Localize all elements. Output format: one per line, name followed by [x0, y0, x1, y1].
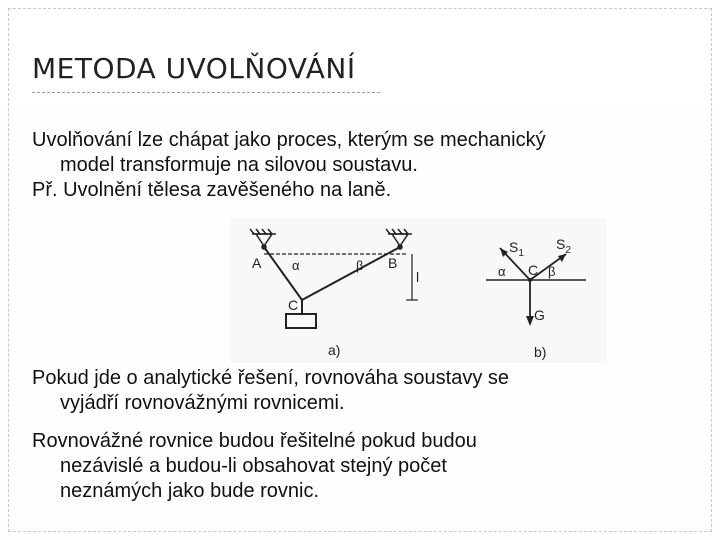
word: počet	[398, 455, 447, 477]
rope-ac	[264, 247, 302, 300]
hanging-body	[286, 314, 316, 328]
equations-line-2	[32, 454, 686, 479]
word: se	[487, 367, 510, 389]
label-beta-b: β	[548, 264, 556, 279]
point-c-b	[528, 278, 532, 282]
intro-line-1: Uvolňování lze chápat jako proces, kterým se mechanický	[32, 129, 546, 151]
paragraph-analytic	[32, 366, 686, 416]
label-s2: $S_2$	[556, 236, 571, 256]
paragraph-equations	[32, 429, 686, 504]
word: budou	[218, 430, 275, 452]
equations-line-1	[32, 429, 686, 454]
support-b-icon	[386, 229, 412, 249]
word: nezávislé	[60, 455, 144, 477]
word: jde	[94, 367, 121, 389]
support-a-icon	[250, 229, 276, 249]
caption-b: b)	[534, 344, 547, 360]
intro-line-3: Př. Uvolnění tělesa zavěšeného na laně.	[32, 179, 392, 201]
word: Pokud	[32, 367, 89, 389]
word: stejný	[340, 455, 393, 477]
arrow-g-icon	[526, 316, 534, 326]
word: o	[126, 367, 138, 389]
word: obsahovat	[242, 455, 335, 477]
caption-a: a)	[328, 342, 341, 358]
title-divider	[32, 92, 380, 93]
equations-line-3: neznámých jako bude rovnic.	[60, 480, 320, 502]
analytic-line-1	[32, 366, 686, 391]
word: řešitelné	[279, 430, 356, 452]
label-c-b: C	[528, 262, 539, 278]
word: a	[148, 455, 161, 477]
rope-diagram-figure	[230, 218, 606, 363]
label-c-a: C	[288, 297, 299, 313]
word: Rovnovážné	[32, 430, 144, 452]
label-beta-a: β	[356, 258, 364, 273]
intro-paragraph	[32, 128, 686, 203]
rope-bc	[302, 247, 400, 300]
word: budou-li	[165, 455, 237, 477]
label-l: l	[416, 269, 420, 285]
analytic-line-2: vyjádří rovnovážnými rovnicemi.	[60, 392, 345, 414]
intro-line-2: model transformuje na silovou soustavu.	[60, 154, 418, 176]
word: soustavy	[403, 367, 483, 389]
rope-diagram	[230, 218, 606, 363]
word: řešení,	[237, 367, 299, 389]
label-b: B	[388, 255, 398, 271]
word: pokud	[361, 430, 416, 452]
page-title: METODA UVOLŇOVÁNÍ	[32, 52, 356, 85]
word: budou	[421, 430, 477, 452]
label-alpha-b: α	[498, 264, 506, 279]
word: rovnováha	[304, 367, 398, 389]
label-s1: $S_1$	[509, 239, 524, 259]
word: analytické	[143, 367, 233, 389]
label-alpha-a: α	[292, 258, 300, 273]
word: rovnice	[148, 430, 214, 452]
label-g: G	[534, 307, 545, 323]
label-a: A	[252, 255, 262, 271]
